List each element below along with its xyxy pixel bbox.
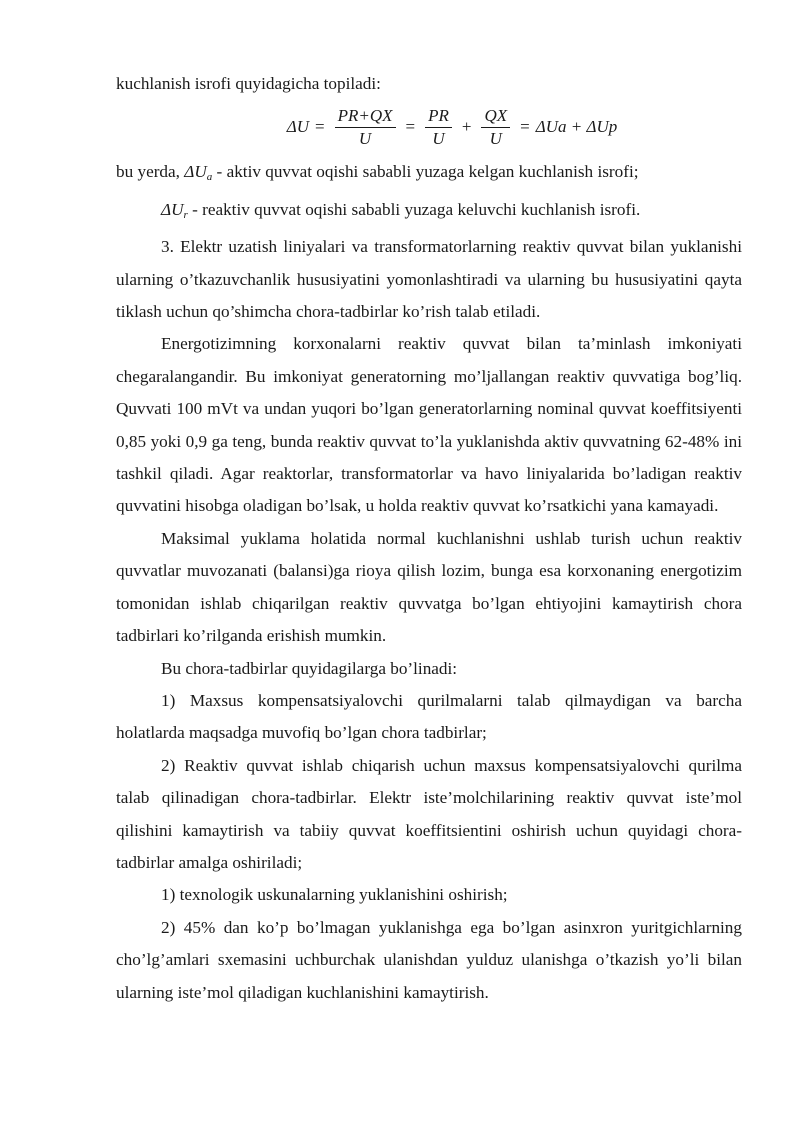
document-page — [116, 68, 742, 1009]
definition-prefix: bu yerda, — [116, 162, 185, 182]
paragraph-3-lines: 3. Elektr uzatish liniyalari va transformatorlarning reaktiv quvvat bilan yuklanishi ularning o’tkazuvchanlik hususiyatini yomonlashtiradi va ularning bu hususiyatini qayta tiklash uchun qo’shimcha chora-tadbirlar ko’rish talab etiladi. — [116, 237, 742, 322]
formula-equals-3: = — [520, 117, 530, 137]
formula-lhs: ΔU — [286, 117, 310, 137]
formula-rhs: ΔUa + ΔUp — [535, 117, 618, 137]
formula-equals: = — [315, 117, 325, 137]
fraction-3-numerator: QX — [481, 105, 510, 128]
formula-fraction-3 — [481, 105, 510, 150]
fraction-3-denominator: U — [489, 128, 502, 148]
formula-equals-2: = — [405, 117, 416, 137]
fraction-1-denominator: U — [358, 128, 372, 148]
fraction-1-numerator: PR+QX — [335, 105, 396, 128]
formula-fraction-1 — [335, 105, 396, 150]
formula-plus: + — [461, 117, 472, 137]
paragraph-energy-system: Energotizimning korxonalarni reaktiv quvvat bilan ta’minlash imkoniyati chegaralangandir. Bu imkoniyat generatorning mo’ljallangan reaktiv quvvatiga bog’liq. Quvvati 100 mVt va undan yuqori bo’lgan generatorlarning nominal quvvat koeffitsiyenti 0,85 yoki 0,9 ga teng, bunda reaktiv quvvat to’la yuklanishda aktiv quvvatning 62-48% ini tashkil qiladi. Agar reaktorlar, transformatorlar va havo liniyalarida bo’ladigan reaktiv quvvatini hisobga oladigan bo’lsak, u holda reaktiv quvvat ko’rsatkichi yana kamayadi. — [116, 334, 742, 516]
fraction-2-denominator: U — [432, 128, 445, 148]
list-item-1: 1) Maxsus kompensatsiyalovchi qurilmalarni talab qilmaydigan va barcha holatlarda maqsadga muvofiq bo’lgan chora tadbirlar; — [116, 690, 742, 743]
definition-reactive-loss — [116, 194, 742, 231]
list-item-2: 2) Reaktiv quvvat ishlab chiqarish uchun maxsus kompensatsiyalovchi qurilma talab qilinadigan chora-tadbirlar. Elektr iste’molchilarining reaktiv quvvat iste’mol qilishini kamaytirish va tabiiy quvvat koeffitsientini oshirish uchun quyidagi chora-tadbirlar amalga oshiriladi; — [116, 755, 742, 872]
sublist-item-1: 1) texnologik uskunalarning yuklanishini oshirish; — [161, 885, 508, 905]
symbol-delta-u-r: ΔU — [161, 199, 184, 219]
definition-active-text: - aktiv quvvat oqishi sababli yuzaga kelgan kuchlanish isrofi; — [212, 162, 639, 182]
paragraph-measures-intro: Bu chora-tadbirlar quyidagilarga bo’linadi: — [161, 658, 458, 678]
symbol-subscript-r: r — [183, 208, 188, 221]
definition-reactive-text: - reaktiv quvvat oqishi sababli yuzaga keluvchi kuchlanish isrofi. — [187, 199, 641, 219]
fraction-2-numerator: PR — [425, 105, 452, 128]
symbol-delta-u: ΔU — [184, 162, 207, 182]
paragraph-max-load: Maksimal yuklama holatida normal kuchlanishni ushlab turish uchun reaktiv quvvatlar muvozanati (balansi)ga rioya qilish lozim, bunga esa korxonaning energotizim tomonidan ishlab chiqarilgan reaktiv quvvatga bo’lgan ehtiyojini kamaytirish chora tadbirlari ko’rilganda erishish mumkin. — [116, 528, 742, 646]
formula-fraction-2 — [425, 105, 452, 150]
definition-active-loss — [116, 156, 742, 193]
voltage-loss-formula — [116, 98, 742, 156]
sublist-item-2: 2) 45% dan ko’p bo’lmagan yuklanishga ega bo’lgan asinxron yuritgichlarning cho’lg’amlari sxemasini uchburchak ulanishdan yulduz ulanishga o’tkazish yo’li bilan ularning iste’mol qiladigan kuchlanishini kamaytirish. — [116, 917, 742, 1002]
intro-line: kuchlanish isrofi quyidagicha topiladi: — [116, 74, 381, 93]
symbol-subscript-a: a — [206, 171, 213, 184]
